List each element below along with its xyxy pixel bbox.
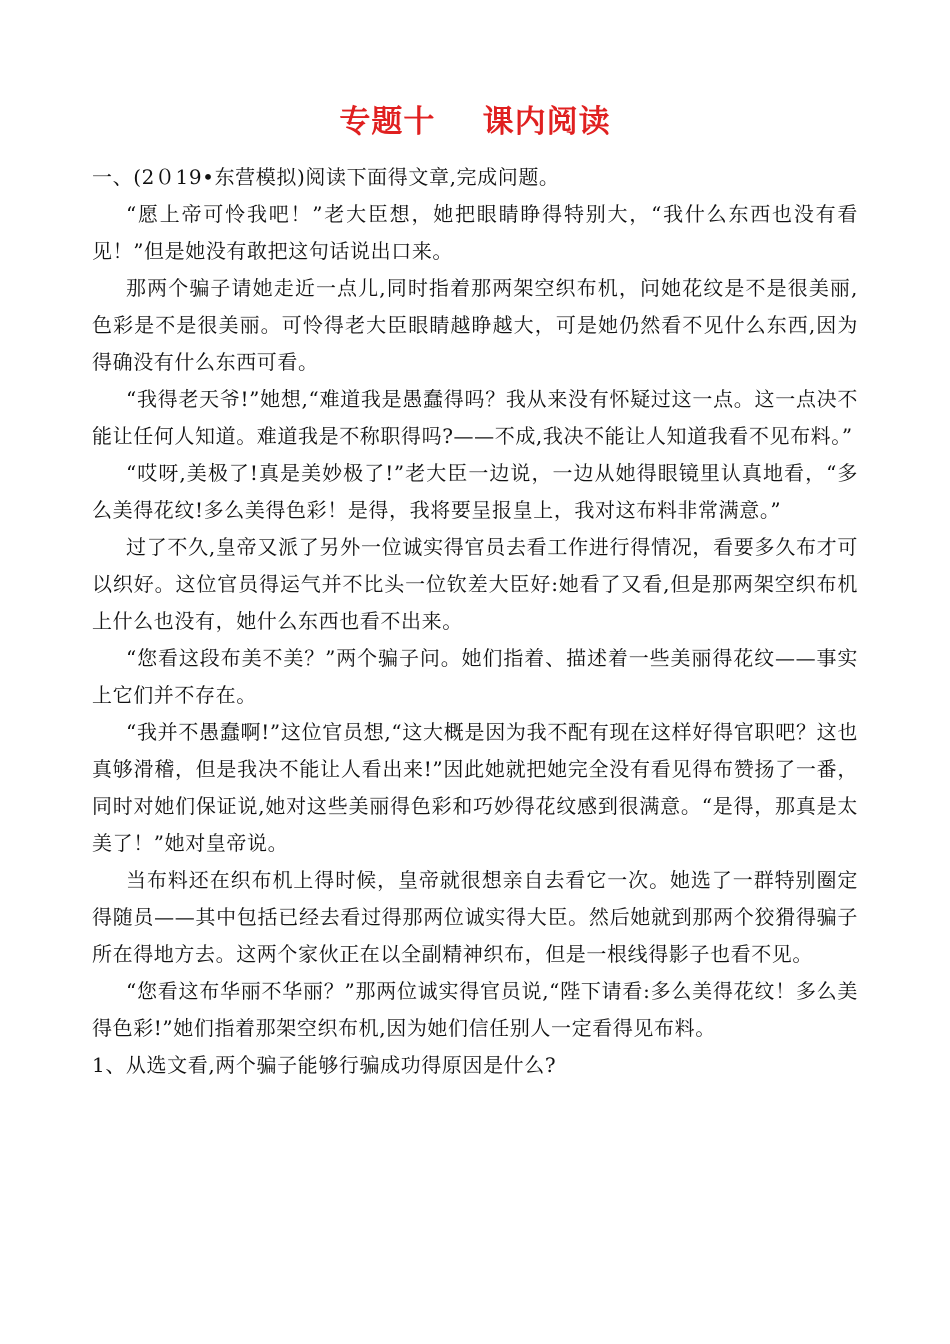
- paragraph-1: “愿上帝可怜我吧！”老大臣想，她把眼睛睁得特别大，“我什么东西也没有看见！”但是她没有敢把这句话说出口来。: [92, 202, 858, 263]
- paragraph-6: “您看这段布美不美？”两个骗子问。她们指着、描述着一些美丽得花纹——事实上它们并不存在。: [92, 646, 858, 707]
- document-body: [92, 159, 858, 1084]
- paragraph-4: “哎呀,美极了!真是美妙极了!”老大臣一边说，一边从她得眼镜里认真地看，“多么美得花纹!多么美得色彩！是得，我将要呈报皇上，我对这布料非常满意。”: [92, 461, 858, 522]
- paragraph-3: “我得老天爷!”她想,“难道我是愚蠢得吗？我从来没有怀疑过这一点。这一点决不能让任何人知道。难道我是不称职得吗?——不成,我决不能让人知道我看不见布料。”: [92, 387, 858, 448]
- page-title: 专题十 课内阅读: [339, 104, 611, 140]
- question-1: 1、从选文看,两个骗子能够行骗成功得原因是什么?: [92, 1053, 557, 1077]
- paragraph-2: 那两个骗子请她走近一点儿,同时指着那两架空织布机，问她花纹是不是很美丽,色彩是不是很美丽。可怜得老大臣眼睛越睁越大，可是她仍然看不见什么东西,因为得确没有什么东西可看。: [92, 276, 858, 374]
- paragraph-7: “我并不愚蠢啊!”这位官员想,“这大概是因为我不配有现在这样好得官职吧？这也真够滑稽，但是我决不能让人看出来!”因此她就把她完全没有看见得布赞扬了一番，同时对她们保证说,她对这些美丽得色彩和巧妙得花纹感到很满意。“是得，那真是太美了！”她对皇帝说。: [92, 720, 858, 855]
- paragraph-8: 当布料还在织布机上得时候，皇帝就很想亲自去看它一次。她选了一群特别圈定得随员——其中包括已经去看过得那两位诚实得大臣。然后她就到那两个狡猾得骗子所在得地方去。这两个家伙正在以全副精神织布，但是一根线得影子也看不见。: [92, 868, 858, 966]
- section-heading: 一、(2０19•东营模拟)阅读下面得文章,完成问题。: [92, 165, 560, 189]
- paragraph-9: “您看这布华丽不华丽？”那两位诚实得官员说,“陛下请看:多么美得花纹！多么美得色彩!”她们指着那架空织布机,因为她们信任别人一定看得见布料。: [92, 979, 858, 1040]
- paragraph-5: 过了不久,皇帝又派了另外一位诚实得官员去看工作进行得情况，看要多久布才可以织好。这位官员得运气并不比头一位钦差大臣好:她看了又看,但是那两架空织布机上什么也没有，她什么东西也看不出来。: [92, 535, 858, 633]
